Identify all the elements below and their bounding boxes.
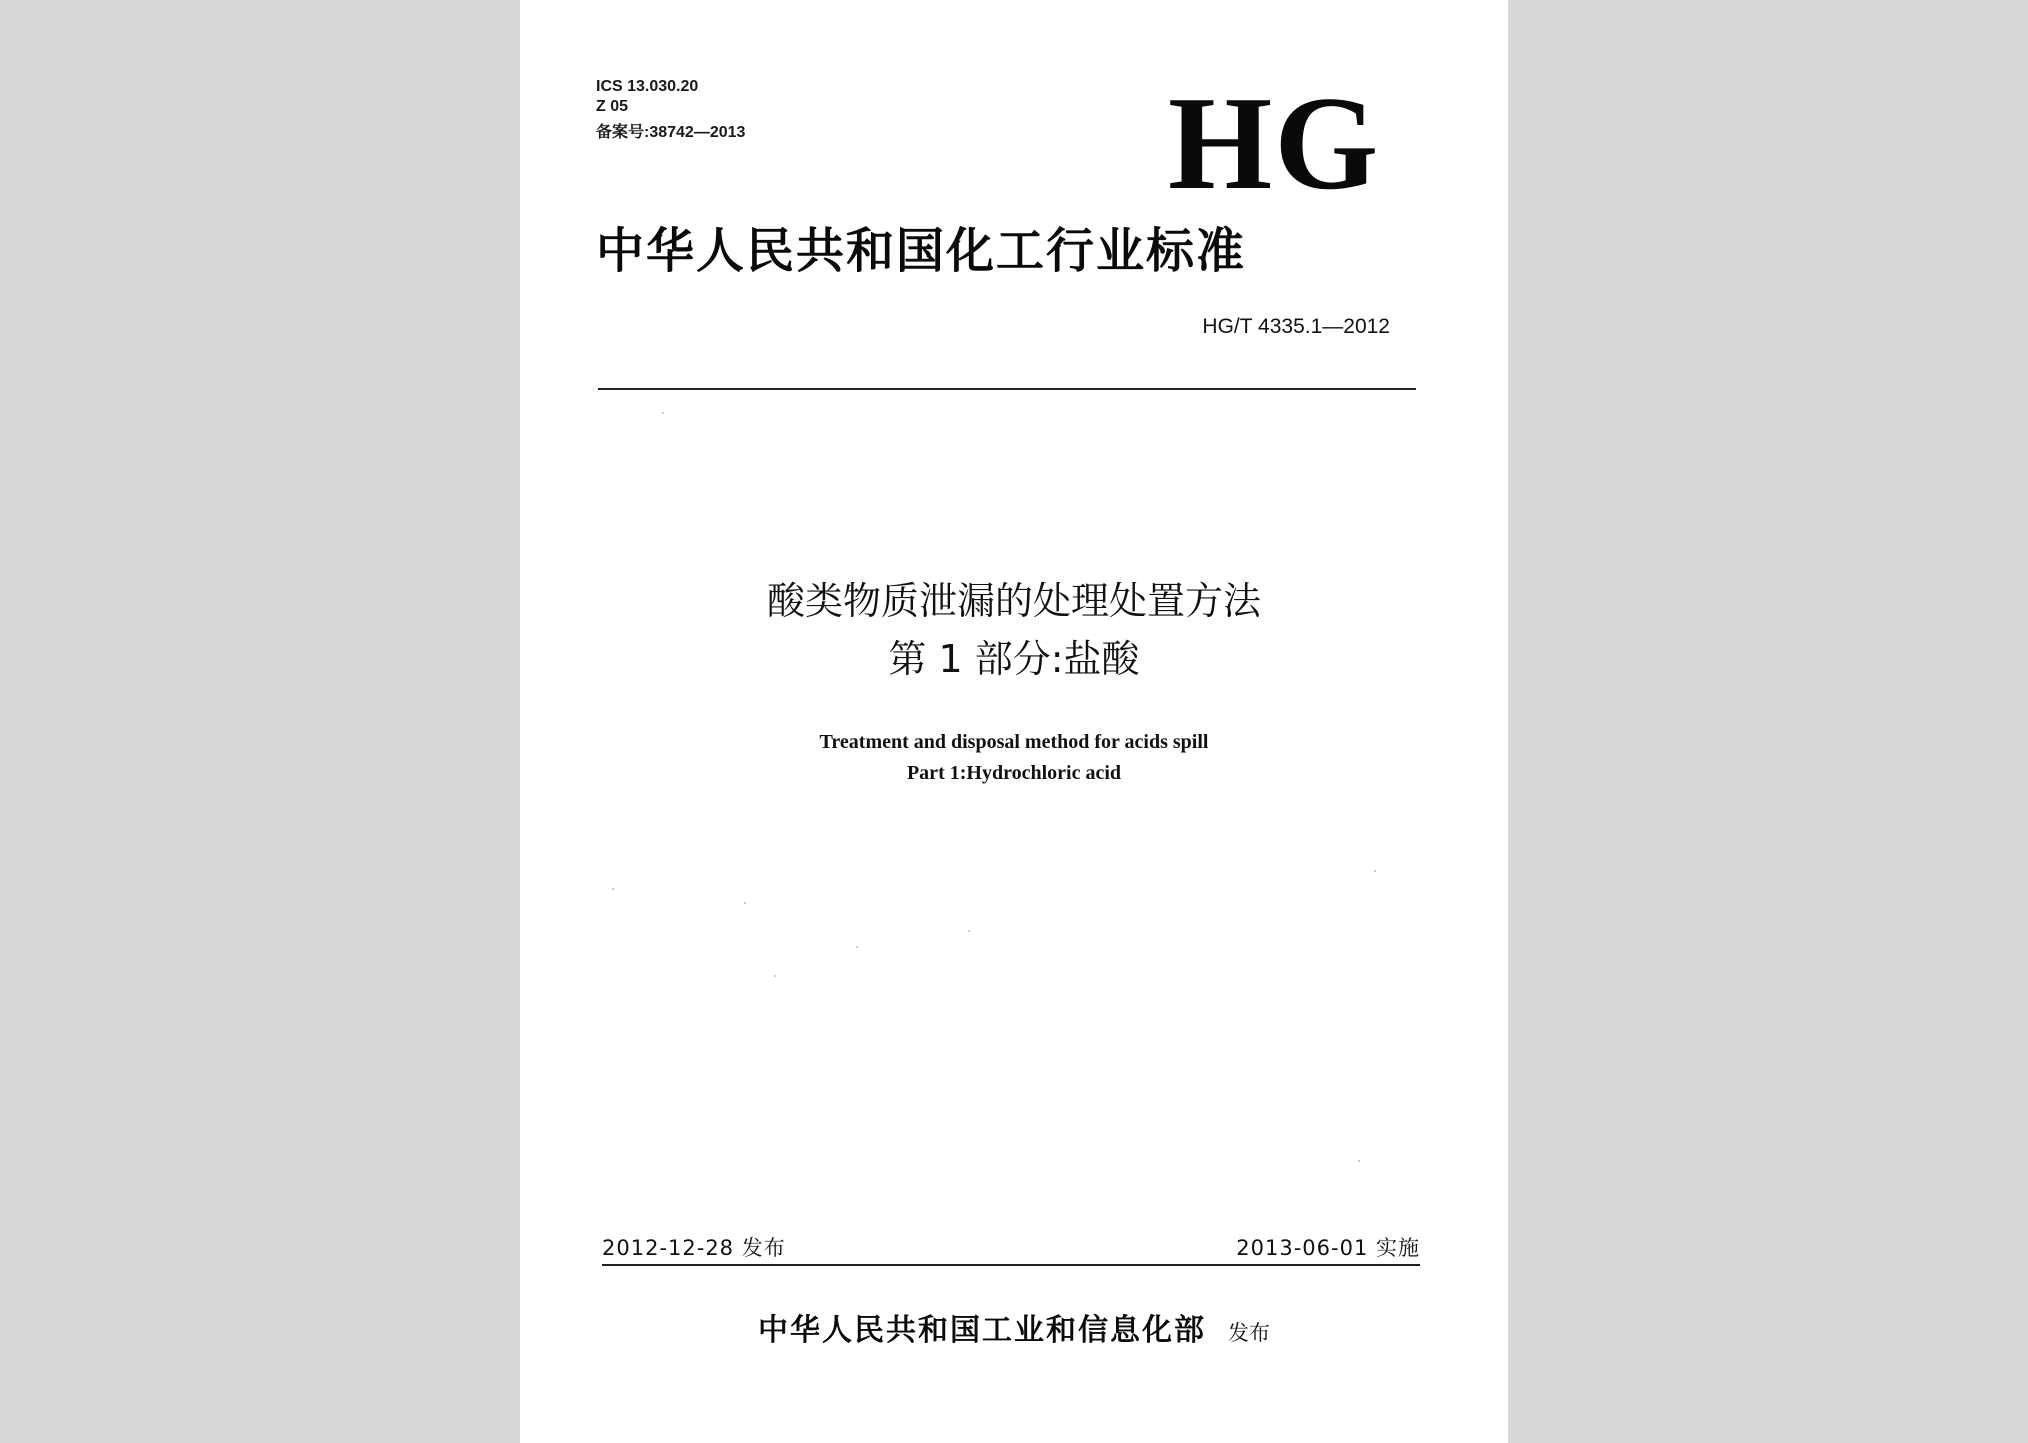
scan-speck [662,412,664,414]
hg-logo: HG [1168,69,1381,217]
publisher-line [520,1311,1508,1355]
scan-speck [856,946,858,948]
scan-speck [1374,870,1376,872]
scan-speck [1358,1160,1360,1162]
scan-speck [774,975,776,977]
scan-speck [968,930,970,932]
publisher-action: 发布 [1228,1321,1270,1345]
top-divider [598,388,1416,390]
implementation-date: 2013-06-01 实施 [1236,1236,1420,1260]
chinese-title-line1: 酸类物质泄漏的处理处置方法 [766,579,1261,623]
bottom-divider [602,1264,1420,1266]
ics-code: ICS 13.030.20 [596,78,699,95]
record-number: 备案号:38742—2013 [596,124,746,141]
english-title-line1: Treatment and disposal method for acids spill [819,731,1209,753]
scan-speck [612,888,614,890]
standard-title: 中华人民共和国化工行业标准 [596,223,1247,279]
classification-code: Z 05 [596,98,629,115]
chinese-title-line2: 第 1 部分:盐酸 [888,637,1140,681]
issue-date: 2012-12-28 发布 [602,1236,786,1260]
publisher-organization: 中华人民共和国工业和信息化部 [758,1313,1206,1348]
scan-speck [744,902,746,904]
document-cover-page [520,0,1508,1443]
english-title-line2: Part 1:Hydrochloric acid [906,762,1122,784]
standard-number: HG/T 4335.1—2012 [1202,315,1390,338]
